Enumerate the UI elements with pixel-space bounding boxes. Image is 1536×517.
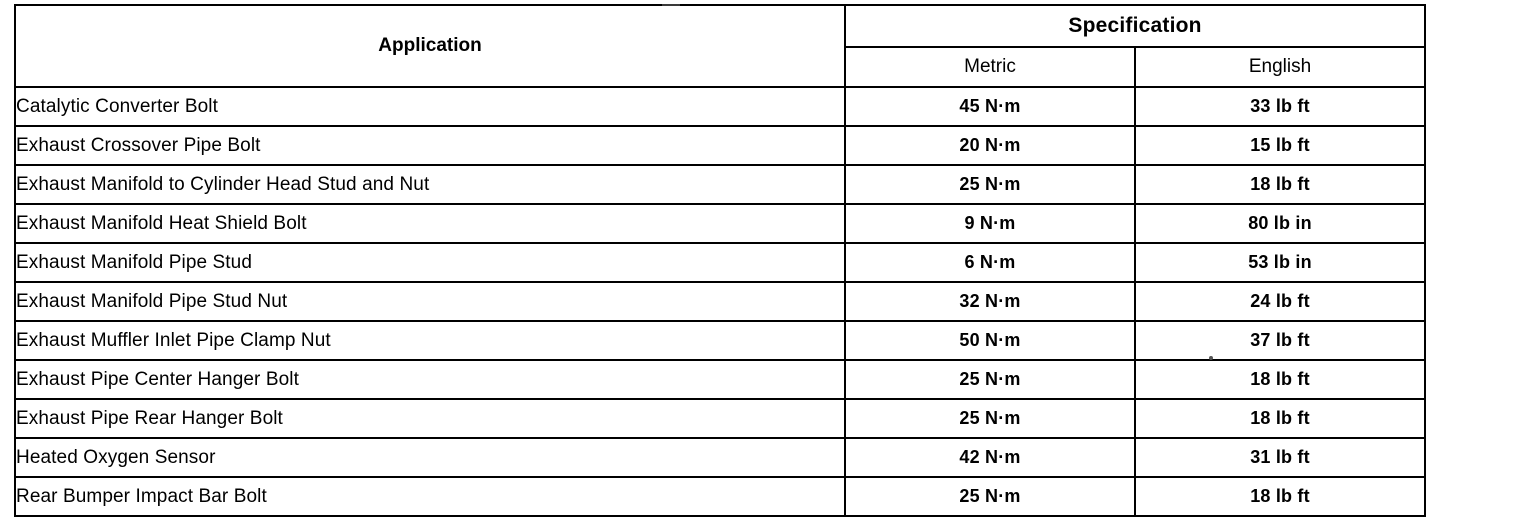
cell-metric: 25 N·m (845, 165, 1135, 204)
cell-metric: 20 N·m (845, 126, 1135, 165)
table-header-row-top (15, 5, 1425, 47)
table-row (15, 126, 1425, 165)
cell-application: Exhaust Crossover Pipe Bolt (15, 126, 845, 165)
table-row (15, 165, 1425, 204)
table-row (15, 360, 1425, 399)
cell-metric: 45 N·m (845, 87, 1135, 126)
cell-english: 53 lb in (1135, 243, 1425, 282)
cell-application: Heated Oxygen Sensor (15, 438, 845, 477)
cell-application: Rear Bumper Impact Bar Bolt (15, 477, 845, 516)
cell-application: Exhaust Manifold Pipe Stud (15, 243, 845, 282)
cell-application: Catalytic Converter Bolt (15, 87, 845, 126)
column-header-metric: Metric (845, 47, 1135, 87)
table-row (15, 87, 1425, 126)
cell-english: 31 lb ft (1135, 438, 1425, 477)
cell-application: Exhaust Pipe Center Hanger Bolt (15, 360, 845, 399)
table-row (15, 282, 1425, 321)
cell-application: Exhaust Muffler Inlet Pipe Clamp Nut (15, 321, 845, 360)
cell-metric: 25 N·m (845, 360, 1135, 399)
table-row (15, 399, 1425, 438)
column-header-specification: Specification (845, 5, 1425, 47)
cell-metric: 25 N·m (845, 477, 1135, 516)
cell-english: 33 lb ft (1135, 87, 1425, 126)
cell-english: 18 lb ft (1135, 477, 1425, 516)
cell-metric: 42 N·m (845, 438, 1135, 477)
scan-artifact-mark (662, 4, 680, 6)
torque-specifications-table (14, 4, 1426, 517)
specification-table-page (14, 4, 1424, 517)
cell-application: Exhaust Manifold Heat Shield Bolt (15, 204, 845, 243)
column-header-application: Application (15, 5, 845, 87)
cell-english: 24 lb ft (1135, 282, 1425, 321)
scan-artifact-dot (1209, 356, 1213, 360)
cell-application: Exhaust Pipe Rear Hanger Bolt (15, 399, 845, 438)
table-header (15, 5, 1425, 87)
cell-english: 18 lb ft (1135, 360, 1425, 399)
cell-metric: 6 N·m (845, 243, 1135, 282)
table-body (15, 87, 1425, 516)
cell-english: 18 lb ft (1135, 165, 1425, 204)
cell-english: 15 lb ft (1135, 126, 1425, 165)
cell-english: 37 lb ft (1135, 321, 1425, 360)
cell-application: Exhaust Manifold to Cylinder Head Stud and Nut (15, 165, 845, 204)
table-row (15, 243, 1425, 282)
cell-metric: 25 N·m (845, 399, 1135, 438)
cell-application: Exhaust Manifold Pipe Stud Nut (15, 282, 845, 321)
table-row (15, 438, 1425, 477)
cell-metric: 32 N·m (845, 282, 1135, 321)
table-row (15, 204, 1425, 243)
cell-metric: 50 N·m (845, 321, 1135, 360)
cell-english: 18 lb ft (1135, 399, 1425, 438)
cell-metric: 9 N·m (845, 204, 1135, 243)
table-row (15, 321, 1425, 360)
table-row (15, 477, 1425, 516)
column-header-english: English (1135, 47, 1425, 87)
cell-english: 80 lb in (1135, 204, 1425, 243)
